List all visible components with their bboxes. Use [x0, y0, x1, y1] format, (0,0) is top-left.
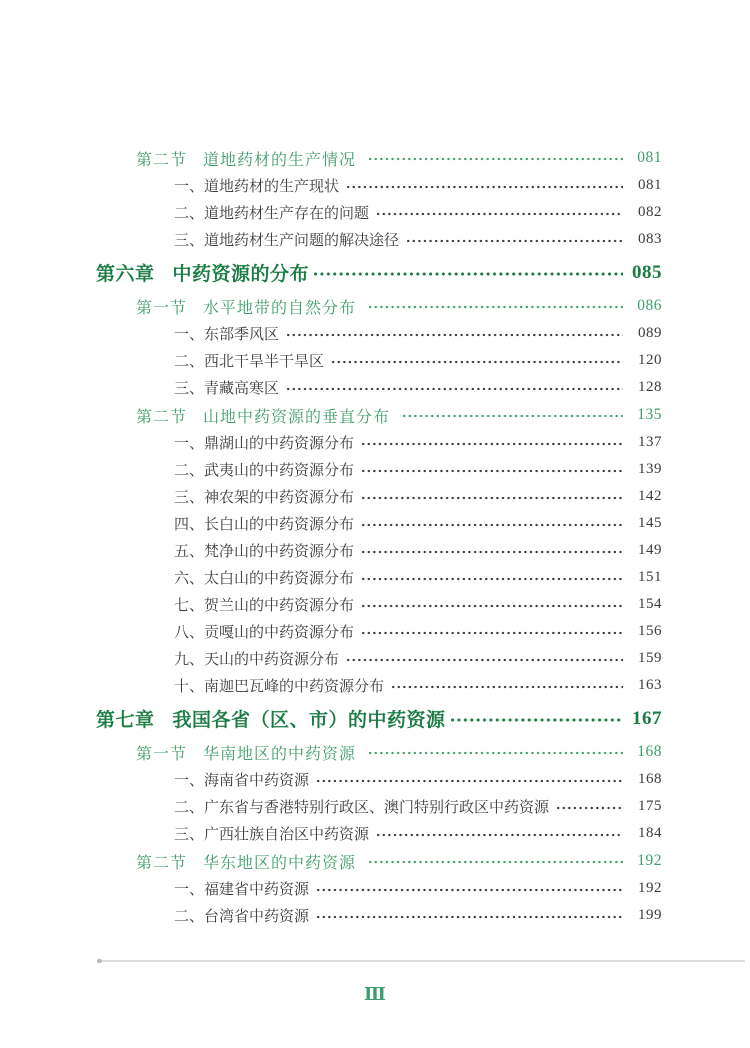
toc-entry-label: 第二节: [136, 408, 188, 426]
toc-entry-title: 一、海南省中药资源: [174, 773, 310, 789]
toc-row-item: [96, 199, 662, 226]
toc-entry-page: 192: [637, 852, 662, 869]
dot-leader: [391, 683, 623, 691]
toc-entry-title: 八、贡嘎山的中药资源分布: [174, 625, 355, 641]
toc-entry-title: 一、鼎湖山的中药资源分布: [174, 436, 355, 452]
toc-entry-label: 第二节: [136, 151, 188, 169]
toc-entry-label: 第一节: [136, 745, 188, 763]
toc-entry-title: 水平地带的自然分布: [203, 299, 357, 317]
dot-leader: [346, 656, 623, 664]
dot-leader: [286, 331, 623, 339]
toc-entry-page: 081: [637, 149, 662, 166]
toc-entry-title: 三、道地药材生产问题的解决途径: [174, 233, 400, 249]
dot-leader: [402, 412, 623, 420]
toc-row-item: [96, 875, 662, 902]
toc-entry-page: 135: [637, 406, 662, 423]
toc-row-chapter: [96, 253, 662, 292]
toc-entry-page: 168: [637, 743, 662, 760]
toc-entry-page: 156: [638, 623, 662, 639]
dot-leader: [316, 777, 623, 785]
toc-entry-title: 中药资源的分布: [172, 264, 310, 285]
toc-entry-page: 145: [638, 515, 662, 531]
toc-entry-label: 第七章: [96, 710, 155, 731]
toc-entry-title: 三、广西壮族自治区中药资源: [174, 827, 370, 843]
toc-entry-page: 149: [638, 542, 662, 558]
toc-entry-page: 139: [638, 461, 662, 477]
toc-row-item: [96, 374, 662, 401]
dot-leader: [361, 494, 623, 502]
toc-entry-title: 三、青藏高寒区: [174, 381, 280, 397]
toc-entry-title: 六、太白山的中药资源分布: [174, 571, 355, 587]
dot-leader: [361, 602, 623, 610]
footer-divider: [97, 960, 745, 962]
toc-entry-page: 151: [638, 569, 662, 585]
toc-row-item: [96, 793, 662, 820]
toc-row-item: [96, 902, 662, 929]
dot-leader: [376, 831, 623, 839]
toc-row-section: [96, 292, 662, 320]
toc-entry-page: 085: [632, 261, 662, 283]
toc-entry-title: 道地药材的生产情况: [203, 151, 357, 169]
dot-leader: [361, 575, 623, 583]
toc-row-item: [96, 172, 662, 199]
toc-row-item: [96, 510, 662, 537]
toc-entry-page: 120: [638, 352, 662, 368]
toc-row-item: [96, 347, 662, 374]
toc-entry-page: 175: [638, 798, 662, 814]
dot-leader: [361, 521, 623, 529]
toc-entry-page: 154: [638, 596, 662, 612]
toc-entry-page: 168: [638, 771, 662, 787]
toc-entry-page: 137: [638, 434, 662, 450]
toc-entry-label: 第一节: [136, 299, 188, 317]
dot-leader: [286, 385, 623, 393]
toc-entry-label: 第六章: [96, 264, 155, 285]
dot-leader: [361, 440, 623, 448]
toc-entry-page: 142: [638, 488, 662, 504]
toc-row-item: [96, 820, 662, 847]
toc-row-chapter: [96, 699, 662, 738]
toc-entry-title: 二、西北干旱半干旱区: [174, 354, 325, 370]
toc-row-item: [96, 320, 662, 347]
toc-row-item: [96, 537, 662, 564]
toc-row-section: [96, 401, 662, 429]
dot-leader: [361, 467, 623, 475]
dot-leader: [368, 749, 623, 757]
toc-row-item: [96, 429, 662, 456]
toc-entry-page: 089: [638, 325, 662, 341]
toc-entry-title: 我国各省（区、市）的中药资源: [172, 710, 446, 731]
dot-leader: [450, 716, 623, 724]
toc-row-item: [96, 591, 662, 618]
toc-entry-page: 081: [638, 177, 662, 193]
dot-leader: [376, 210, 623, 218]
dot-leader: [368, 858, 623, 866]
toc-row-item: [96, 483, 662, 510]
dot-leader: [361, 548, 623, 556]
toc-entry-title: 四、长白山的中药资源分布: [174, 517, 355, 533]
toc-entry-title: 七、贺兰山的中药资源分布: [174, 598, 355, 614]
dot-leader: [316, 913, 623, 921]
toc-entry-label: 第二节: [136, 854, 188, 872]
toc-row-item: [96, 766, 662, 793]
toc-entry-title: 二、武夷山的中药资源分布: [174, 463, 355, 479]
toc-entry-title: 山地中药资源的垂直分布: [203, 408, 391, 426]
toc-entry-title: 九、天山的中药资源分布: [174, 652, 340, 668]
toc-row-item: [96, 672, 662, 699]
toc-entry-page: 184: [638, 825, 662, 841]
toc-row-item: [96, 456, 662, 483]
toc-entry-title: 三、神农架的中药资源分布: [174, 490, 355, 506]
dot-leader: [368, 303, 623, 311]
toc-entry-page: 082: [638, 204, 662, 220]
page-number: Ⅲ: [364, 984, 386, 1004]
toc-row-section: [96, 738, 662, 766]
dot-leader: [313, 270, 623, 278]
toc-entry-title: 二、道地药材生产存在的问题: [174, 206, 370, 222]
toc-entry-title: 二、广东省与香港特别行政区、澳门特别行政区中药资源: [174, 800, 550, 816]
toc-row-item: [96, 226, 662, 253]
toc-entry-title: 一、东部季风区: [174, 327, 280, 343]
toc-entry-page: 199: [638, 907, 662, 923]
toc-entry-page: 086: [637, 297, 662, 314]
toc-entry-title: 一、福建省中药资源: [174, 882, 310, 898]
toc-entry-page: 083: [638, 231, 662, 247]
toc-entry-title: 十、南迦巴瓦峰的中药资源分布: [174, 679, 385, 695]
toc-entry-page: 192: [638, 880, 662, 896]
toc-row-item: [96, 618, 662, 645]
dot-leader: [368, 155, 623, 163]
dot-leader: [406, 237, 623, 245]
toc-entry-title: 华南地区的中药资源: [203, 745, 357, 763]
toc-row-section: [96, 847, 662, 875]
toc-row-item: [96, 645, 662, 672]
toc-entry-title: 二、台湾省中药资源: [174, 909, 310, 925]
toc-entry-page: 159: [638, 650, 662, 666]
table-of-contents: [96, 144, 662, 929]
dot-leader: [361, 629, 623, 637]
dot-leader: [346, 183, 623, 191]
toc-row-section: [96, 144, 662, 172]
dot-leader: [331, 358, 623, 366]
toc-entry-page: 167: [632, 707, 662, 729]
toc-entry-title: 一、道地药材的生产现状: [174, 179, 340, 195]
toc-entry-page: 163: [638, 677, 662, 693]
dot-leader: [556, 804, 623, 812]
dot-leader: [316, 886, 623, 894]
toc-entry-title: 华东地区的中药资源: [203, 854, 357, 872]
toc-entry-title: 五、梵净山的中药资源分布: [174, 544, 355, 560]
toc-entry-page: 128: [638, 379, 662, 395]
toc-row-item: [96, 564, 662, 591]
